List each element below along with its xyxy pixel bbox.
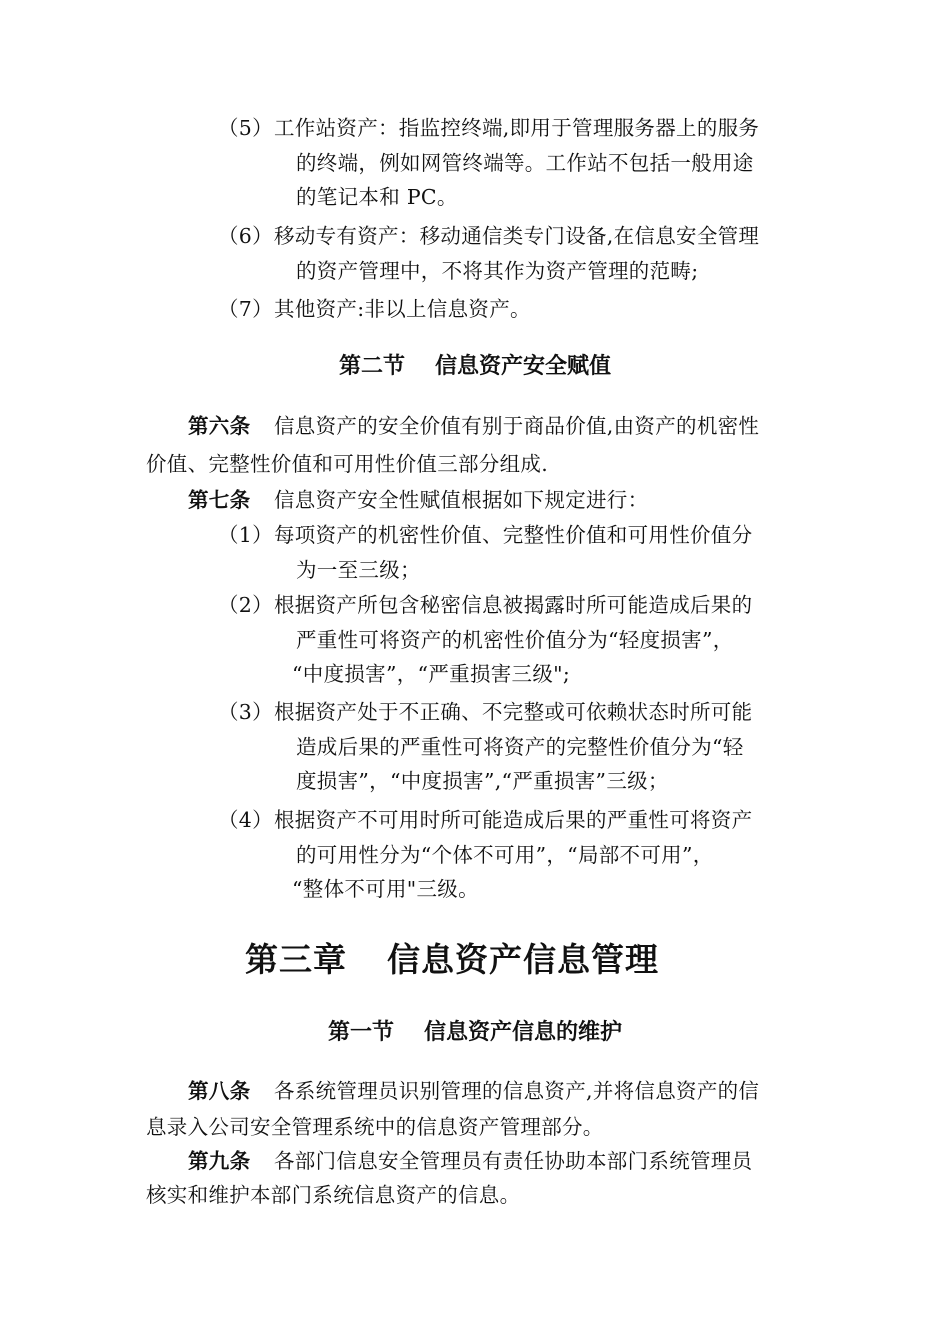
chapter-heading	[0, 938, 904, 982]
list-item-text: 每项资产的机密性价值、完整性价值和可用性价值分	[274, 523, 753, 547]
article-text: 息录入公司安全管理系统中的信息资产管理部分。	[146, 1115, 604, 1139]
list-item-text: 的笔记本和 PC。	[296, 185, 458, 209]
list-item-text: 移动专有资产：移动通信类专门设备,在信息安全管理	[274, 224, 760, 248]
list-item-text: “整体不可用"三级。	[292, 877, 479, 901]
section-label: 第二节	[338, 354, 405, 379]
list-item-text: 的终端，例如网管终端等。工作站不包括一般用途	[296, 151, 754, 175]
list-item-number: （2）	[218, 593, 273, 617]
list-item-text: 根据资产所包含秘密信息被揭露时所可能造成后果的	[274, 593, 753, 617]
section-heading	[0, 352, 950, 382]
article-text: 信息资产安全性赋值根据如下规定进行：	[274, 488, 649, 512]
article-text: 核实和维护本部门系统信息资产的信息。	[146, 1183, 521, 1207]
list-item-text: 根据资产处于不正确、不完整或可依赖状态时所可能	[274, 700, 753, 724]
article-text: 价值、完整性价值和可用性价值三部分组成.	[146, 452, 549, 476]
list-item-number: （4）	[218, 808, 273, 832]
section-title: 信息资产信息的维护	[424, 1020, 623, 1045]
list-item-text: 的可用性分为“个体不可用”，“局部不可用”，	[296, 843, 714, 867]
list-item-text: 的资产管理中，不将其作为资产管理的范畴;	[296, 259, 699, 283]
list-item-text: 严重性可将资产的机密性价值分为“轻度损害”，	[296, 628, 734, 652]
list-item-number: （1）	[218, 523, 273, 547]
list-item-number: （3）	[218, 700, 273, 724]
article-label: 第六条	[188, 414, 251, 438]
section-label: 第一节	[327, 1020, 394, 1045]
article-text: 各部门信息安全管理员有责任协助本部门系统管理员	[274, 1149, 753, 1173]
list-item-text: “中度损害”，“严重损害三级";	[292, 662, 571, 686]
section-heading	[0, 1018, 950, 1048]
article-label: 第八条	[188, 1079, 251, 1103]
list-item-text: 根据资产不可用时所可能造成后果的严重性可将资产	[274, 808, 753, 832]
list-item-number: （7）	[218, 297, 273, 321]
chapter-label: 第三章	[245, 940, 347, 979]
article-text: 各系统管理员识别管理的信息资产,并将信息资产的信	[274, 1079, 760, 1103]
article-label: 第七条	[188, 488, 251, 512]
chapter-title: 信息资产信息管理	[387, 940, 659, 979]
list-item-number: （6）	[218, 224, 273, 248]
article-text: 信息资产的安全价值有别于商品价值,由资产的机密性	[274, 414, 760, 438]
section-title: 信息资产安全赋值	[435, 354, 612, 379]
list-item-text: 为一至三级；	[296, 558, 421, 582]
list-item-text: 工作站资产：指监控终端,即用于管理服务器上的服务	[274, 116, 760, 140]
list-item-text: 造成后果的严重性可将资产的完整性价值分为“轻	[296, 735, 744, 759]
article-label: 第九条	[188, 1149, 251, 1173]
list-item-number: （5）	[218, 116, 273, 140]
list-item-text: 度损害”，“中度损害”,“严重损害”三级；	[296, 769, 669, 793]
list-item-text: 其他资产:非以上信息资产。	[274, 297, 531, 321]
